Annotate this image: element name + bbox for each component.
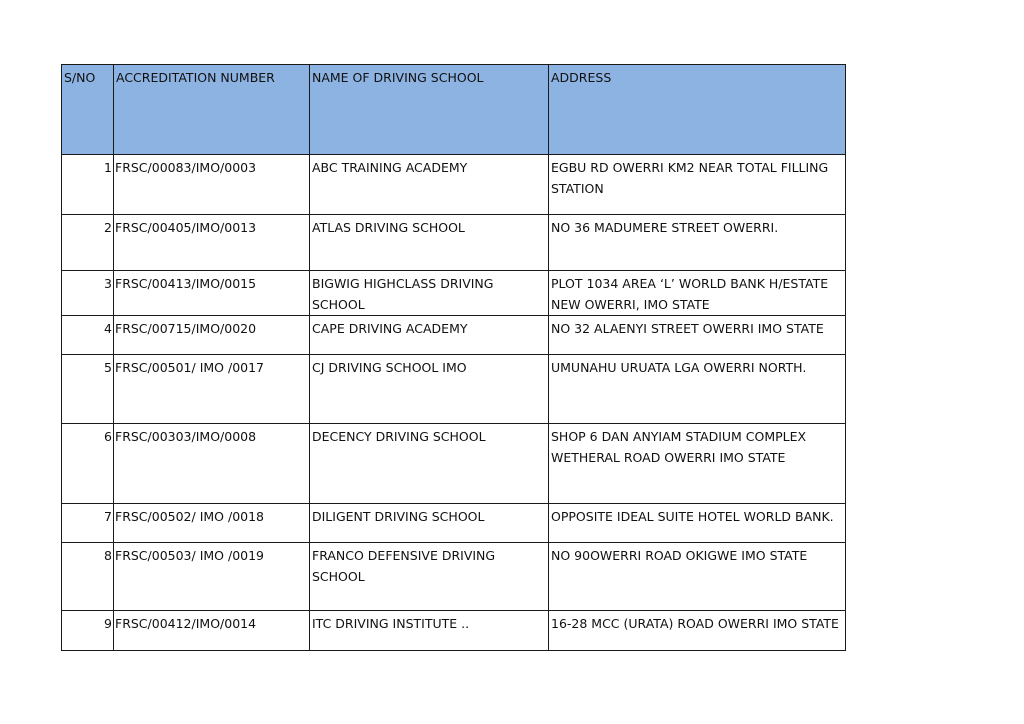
driving-schools-table (61, 64, 846, 651)
table-row (62, 155, 846, 215)
cell-sno: 7 (62, 504, 114, 543)
cell-accreditation: FRSC/00412/IMO/0014 (114, 611, 310, 651)
header-address: ADDRESS (549, 65, 846, 155)
cell-accreditation: FRSC/00503/ IMO /0019 (114, 543, 310, 611)
table-row (62, 215, 846, 271)
cell-accreditation: FRSC/00502/ IMO /0018 (114, 504, 310, 543)
cell-address: SHOP 6 DAN ANYIAM STADIUM COMPLEX WETHERAL ROAD OWERRI IMO STATE (549, 424, 846, 504)
table-header-row (62, 65, 846, 155)
cell-sno: 6 (62, 424, 114, 504)
table-row (62, 611, 846, 651)
cell-school-name: DECENCY DRIVING SCHOOL (310, 424, 549, 504)
cell-accreditation: FRSC/00405/IMO/0013 (114, 215, 310, 271)
cell-address: PLOT 1034 AREA ‘L’ WORLD BANK H/ESTATE NEW OWERRI, IMO STATE (549, 271, 846, 316)
cell-address: 16-28 MCC (URATA) ROAD OWERRI IMO STATE (549, 611, 846, 651)
cell-accreditation: FRSC/00413/IMO/0015 (114, 271, 310, 316)
cell-sno: 2 (62, 215, 114, 271)
cell-school-name: FRANCO DEFENSIVE DRIVING SCHOOL (310, 543, 549, 611)
table-row (62, 543, 846, 611)
driving-schools-table-container (61, 64, 845, 651)
cell-address: UMUNAHU URUATA LGA OWERRI NORTH. (549, 355, 846, 424)
cell-address: EGBU RD OWERRI KM2 NEAR TOTAL FILLING STATION (549, 155, 846, 215)
header-accreditation-number: ACCREDITATION NUMBER (114, 65, 310, 155)
table-row (62, 355, 846, 424)
cell-school-name: DILIGENT DRIVING SCHOOL (310, 504, 549, 543)
cell-accreditation: FRSC/00715/IMO/0020 (114, 316, 310, 355)
table-row (62, 316, 846, 355)
cell-address: NO 32 ALAENYI STREET OWERRI IMO STATE (549, 316, 846, 355)
cell-address: NO 90OWERRI ROAD OKIGWE IMO STATE (549, 543, 846, 611)
cell-sno: 5 (62, 355, 114, 424)
cell-address: NO 36 MADUMERE STREET OWERRI. (549, 215, 846, 271)
cell-sno: 4 (62, 316, 114, 355)
table-row (62, 424, 846, 504)
cell-school-name: CAPE DRIVING ACADEMY (310, 316, 549, 355)
cell-accreditation: FRSC/00083/IMO/0003 (114, 155, 310, 215)
cell-sno: 9 (62, 611, 114, 651)
cell-sno: 3 (62, 271, 114, 316)
cell-school-name: BIGWIG HIGHCLASS DRIVING SCHOOL (310, 271, 549, 316)
header-sno: S/NO (62, 65, 114, 155)
cell-sno: 8 (62, 543, 114, 611)
cell-school-name: ABC TRAINING ACADEMY (310, 155, 549, 215)
cell-accreditation: FRSC/00303/IMO/0008 (114, 424, 310, 504)
table-row (62, 504, 846, 543)
cell-address: OPPOSITE IDEAL SUITE HOTEL WORLD BANK. (549, 504, 846, 543)
cell-school-name: ITC DRIVING INSTITUTE .. (310, 611, 549, 651)
cell-accreditation: FRSC/00501/ IMO /0017 (114, 355, 310, 424)
cell-school-name: CJ DRIVING SCHOOL IMO (310, 355, 549, 424)
cell-school-name: ATLAS DRIVING SCHOOL (310, 215, 549, 271)
cell-sno: 1 (62, 155, 114, 215)
table-row (62, 271, 846, 316)
header-school-name: NAME OF DRIVING SCHOOL (310, 65, 549, 155)
